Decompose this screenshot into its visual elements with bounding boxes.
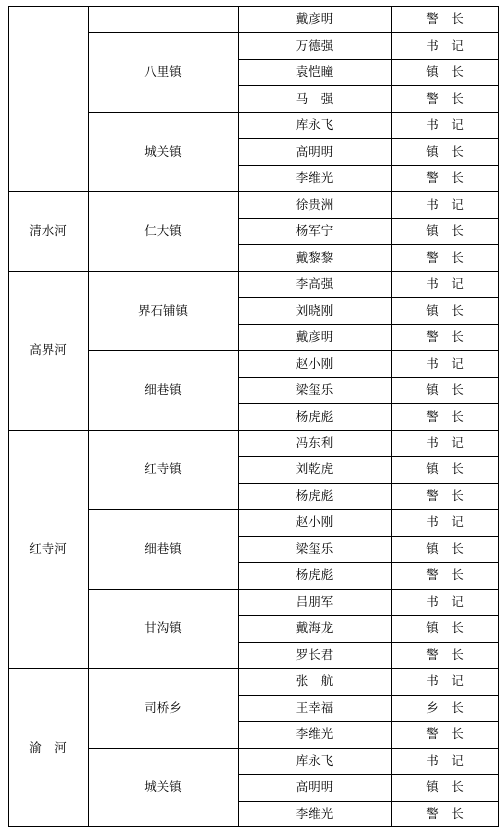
person-name: 王幸福 [295,700,334,715]
town-name: 界石铺镇 [137,303,188,318]
town-name: 司桥乡 [144,700,182,715]
row-line [238,244,499,245]
person-role: 镇 长 [426,780,464,795]
person-name: 冯东利 [295,435,334,450]
person-role: 书 记 [426,38,464,53]
person-name: 马 强 [295,91,334,106]
river-line [8,668,88,669]
person-role: 书 记 [426,515,464,530]
town-line [88,350,238,351]
person-name: 杨虎彪 [295,488,334,503]
person-role: 警 长 [426,568,464,583]
town-name: 细巷镇 [144,383,182,398]
row-line [238,562,499,563]
person-role: 书 记 [426,435,464,450]
river-line [8,430,88,431]
person-role: 警 长 [426,250,464,265]
person-name: 李维光 [295,806,334,821]
town-line [88,112,238,113]
row-line [238,59,499,60]
row-line [238,191,499,192]
row-line [238,642,499,643]
person-name: 库永飞 [295,118,334,133]
person-role: 警 长 [426,727,464,742]
town-name: 城关镇 [144,780,182,795]
person-name: 赵小刚 [295,515,334,530]
person-name: 吕朋军 [295,594,334,609]
person-role: 书 记 [426,118,464,133]
person-role: 书 记 [426,753,464,768]
person-name: 李维光 [295,171,334,186]
person-role: 镇 长 [426,462,464,477]
table-border-top [8,6,499,7]
row-line [238,668,499,669]
row-line [238,774,499,775]
person-role: 书 记 [426,594,464,609]
person-role: 镇 长 [426,621,464,636]
town-name: 八里镇 [144,65,182,80]
person-role: 警 长 [426,409,464,424]
row-line [238,456,499,457]
row-line [238,297,499,298]
town-line [88,271,238,272]
river-name: 高界河 [29,343,67,358]
person-role: 镇 长 [426,224,464,239]
row-line [238,403,499,404]
person-name: 高明明 [295,780,334,795]
row-line [238,165,499,166]
person-name: 库永飞 [295,753,334,768]
river-line [8,191,88,192]
row-line [238,748,499,749]
person-name: 戴彦明 [295,330,334,345]
person-name: 徐贵洲 [295,197,334,212]
person-role: 书 记 [426,674,464,689]
row-line [238,324,499,325]
row-line [238,377,499,378]
column-line [8,6,9,827]
person-role: 书 记 [426,197,464,212]
person-name: 戴海龙 [295,621,334,636]
row-line [238,615,499,616]
town-line [88,430,238,431]
person-role: 书 记 [426,356,464,371]
row-line [238,85,499,86]
row-line [238,32,499,33]
person-name: 罗长君 [295,647,334,662]
person-role: 乡 长 [426,700,464,715]
row-line [238,483,499,484]
person-name: 高明明 [295,144,334,159]
person-role: 镇 长 [426,144,464,159]
person-name: 李维光 [295,727,334,742]
person-role: 镇 长 [426,541,464,556]
person-role: 警 长 [426,488,464,503]
person-role: 警 长 [426,647,464,662]
person-name: 万德强 [295,38,334,53]
row-line [238,350,499,351]
person-name: 杨军宁 [295,224,334,239]
person-role: 镇 长 [426,383,464,398]
row-line [238,509,499,510]
row-line [238,695,499,696]
town-line [88,748,238,749]
row-line [238,218,499,219]
person-name: 刘乾虎 [295,462,334,477]
person-name: 赵小刚 [295,356,334,371]
person-role: 书 记 [426,277,464,292]
town-name: 仁大镇 [144,224,182,239]
town-line [88,668,238,669]
town-name: 城关镇 [144,144,182,159]
town-name: 细巷镇 [144,541,182,556]
town-name: 红寺镇 [144,462,182,477]
person-role: 镇 长 [426,303,464,318]
person-name: 戴彦明 [295,12,334,27]
town-line [88,589,238,590]
row-line [238,536,499,537]
person-name: 袁恺瞳 [295,65,334,80]
person-role: 警 长 [426,12,464,27]
town-name: 甘沟镇 [144,621,182,636]
row-line [238,138,499,139]
person-name: 李高强 [295,277,334,292]
person-name: 张 航 [295,674,334,689]
person-role: 警 长 [426,171,464,186]
row-line [238,721,499,722]
person-name: 梁玺乐 [295,541,334,556]
river-name: 清水河 [29,224,67,239]
person-name: 梁玺乐 [295,383,334,398]
personnel-table [8,6,499,827]
row-line [238,801,499,802]
row-line [238,589,499,590]
person-name: 刘晓刚 [295,303,334,318]
town-line [88,509,238,510]
person-name: 杨虎彪 [295,409,334,424]
town-line [88,191,238,192]
person-role: 警 长 [426,330,464,345]
town-line [88,32,238,33]
river-name: 红寺河 [29,541,67,556]
river-line [8,271,88,272]
person-role: 警 长 [426,806,464,821]
person-name: 戴黎黎 [295,250,334,265]
river-name: 渝 河 [29,740,67,755]
row-line [238,271,499,272]
person-role: 镇 长 [426,65,464,80]
person-name: 杨虎彪 [295,568,334,583]
row-line [238,430,499,431]
row-line [238,112,499,113]
person-role: 警 长 [426,91,464,106]
